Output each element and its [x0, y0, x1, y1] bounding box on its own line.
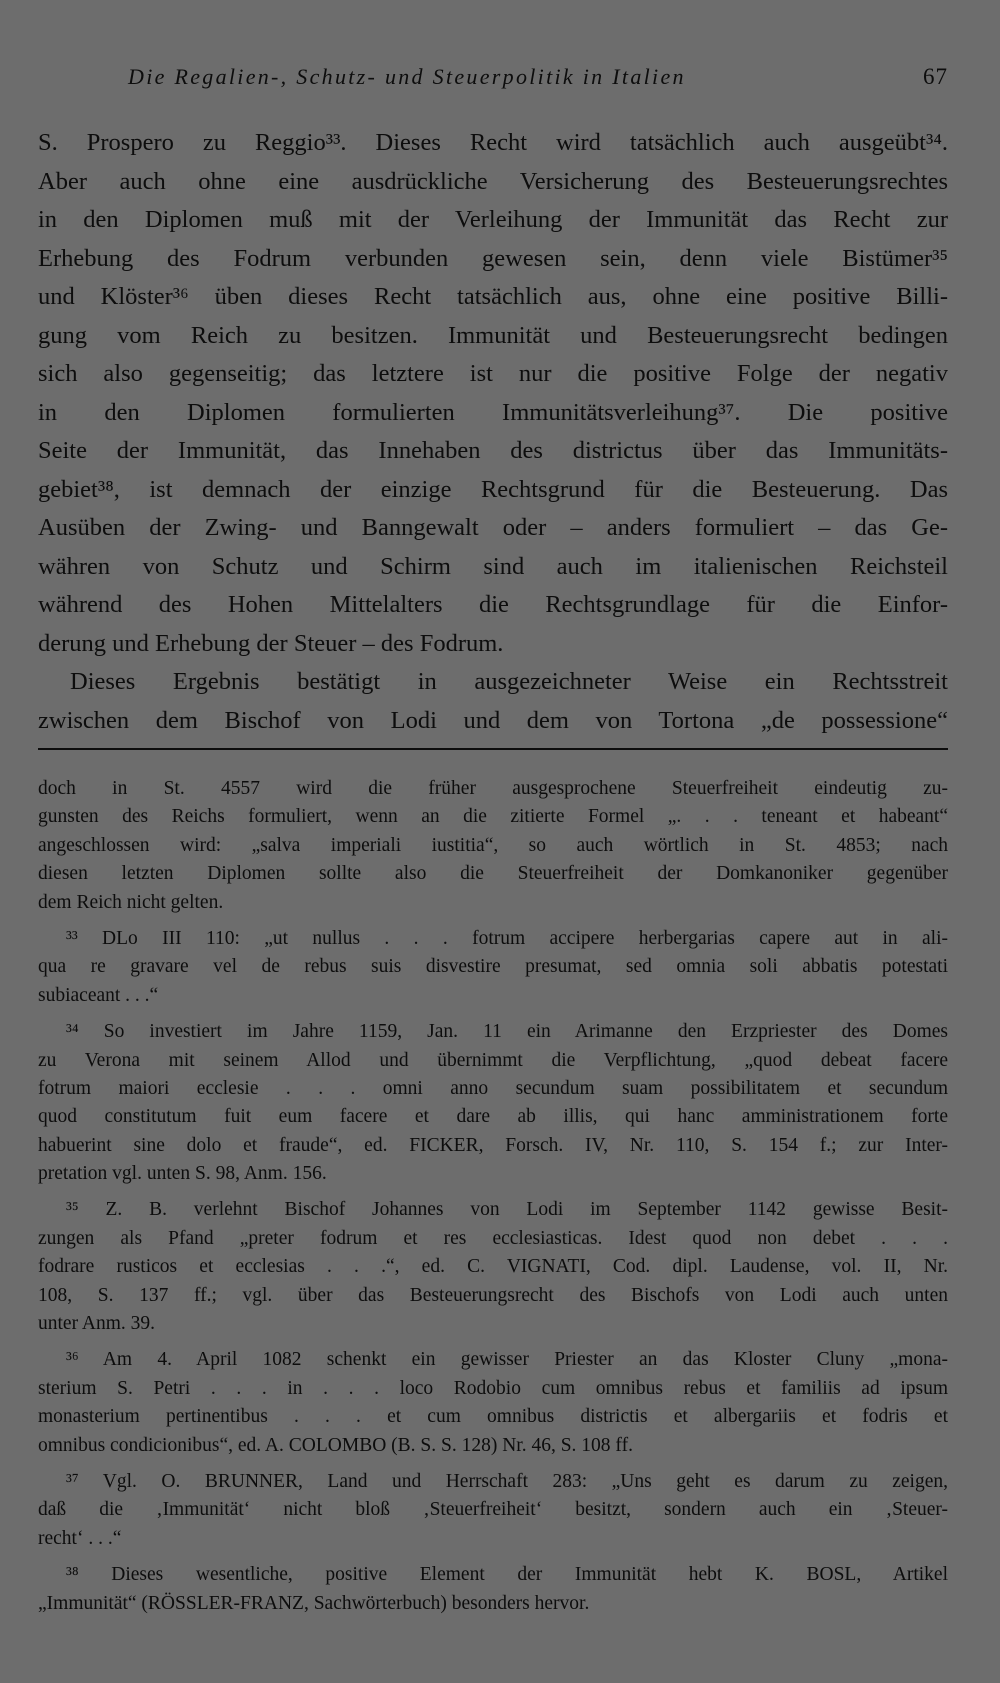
footnote-line: recht‘ . . .“	[38, 1527, 122, 1549]
footnote-line: ³³ DLo III 110: „ut nullus . . . fotrum accipere herbergarias capere aut in ali-	[66, 927, 948, 949]
footnote-spacer	[38, 1338, 948, 1346]
footnote-line: dem Reich nicht gelten.	[38, 891, 224, 913]
footnote-line: diesen letzten Diplomen sollte also die Steuerfreiheit der Domkanoniker gegenüber	[38, 863, 948, 885]
text-line: gung vom Reich zu besitzen. Immunität und Besteuerungsrecht bedingen	[38, 321, 948, 349]
text-line: in den Diplomen muß mit der Verleihung der Immunität das Recht zur	[38, 206, 948, 233]
footnote-spacer	[38, 917, 948, 925]
footnote-spacer	[38, 1460, 948, 1468]
footnote-spacer	[38, 1010, 948, 1018]
footnote-line: doch in St. 4557 wird die früher ausgesprochene Steuerfreiheit eindeutig zu-	[38, 778, 948, 799]
footnote-line: omnibus condicionibus“, ed. A. COLOMBO (B. S. S. 128) Nr. 46, S. 108 ff.	[38, 1434, 633, 1456]
footnote-33	[38, 925, 948, 1010]
footnote-line: ³⁵ Z. B. verlehnt Bischof Johannes von Lodi im September 1142 gewisse Besit-	[66, 1199, 948, 1221]
footnote-line: fodrare rusticos et ecclesias . . .“, ed. C. VIGNATI, Cod. dipl. Laudense, vol. II, Nr.	[38, 1256, 948, 1278]
footnote-line: sterium S. Petri . . . in . . . loco Rodobio cum omnibus rebus et familiis ad ipsum	[38, 1377, 948, 1399]
footnote-38	[38, 1561, 948, 1618]
footnote-line: subiaceant . . .“	[38, 984, 159, 1006]
footnote-line: pretation vgl. unten S. 98, Anm. 156.	[38, 1163, 327, 1185]
text-line: und Klöster³⁶ üben dieses Recht tatsächlich aus, ohne eine positive Billi-	[38, 283, 948, 310]
text-line: Aber auch ohne eine ausdrückliche Versicherung des Besteuerungsrechtes	[38, 167, 948, 195]
text-line: Erhebung des Fodrum verbunden gewesen sein, denn viele Bistümer³⁵	[38, 244, 948, 272]
footnote-line: zu Verona mit seinem Allod und übernimmt die Verpflichtung, „quod debeat facere	[38, 1049, 948, 1071]
footnote-36	[38, 1346, 948, 1460]
footnote-line: angeschlossen wird: „salva imperiali iustitia“, so auch wörtlich in St. 4853; nach	[38, 834, 948, 856]
footnote-37	[38, 1468, 948, 1553]
text-line: Dieses Ergebnis bestätigt in ausgezeichneter Weise ein Rechtsstreit	[70, 668, 948, 695]
footnote-line: unter Anm. 39.	[38, 1313, 155, 1335]
main-text	[38, 124, 948, 740]
text-line: währen von Schutz und Schirm sind auch im italienischen Reichsteil	[38, 552, 948, 580]
footnote-35	[38, 1196, 948, 1338]
footnote-line: monasterium pertinentibus . . . et cum omnibus districtis et albergariis et fodris et	[38, 1406, 948, 1428]
footnote-divider	[38, 748, 948, 750]
footnote-line: daß die ‚Immunität‘ nicht bloß ‚Steuerfreiheit‘ besitzt, sondern auch ein ‚Steuer-	[38, 1499, 948, 1521]
text-line: sich also gegenseitig; das letztere ist nur die positive Folge der negativ	[38, 360, 948, 387]
footnote-line: ³⁶ Am 4. April 1082 schenkt ein gewisser Priester an das Kloster Cluny „mona-	[66, 1349, 948, 1371]
text-line: derung und Erhebung der Steuer – des Fodrum.	[38, 629, 504, 657]
footnote-line: ³⁸ Dieses wesentliche, positive Element der Immunität hebt K. BOSL, Artikel	[66, 1564, 948, 1586]
footnote-line: quod constitutum fuit eum facere et dare ab illis, qui hanc amministrationem forte	[38, 1106, 948, 1128]
footnote-line: zungen als Pfand „preter fodrum et res ecclesiasticas. Idest quod non debet . . .	[38, 1227, 948, 1249]
page-number: 67	[923, 64, 948, 89]
footnote-spacer	[38, 1188, 948, 1196]
text-line: S. Prospero zu Reggio³³. Dieses Recht wird tatsächlich auch ausgeübt³⁴.	[38, 129, 948, 156]
running-title: Die Regalien-, Schutz- und Steuerpolitik in Italien	[128, 64, 686, 89]
footnote-line: qua re gravare vel de rebus suis disvestire presumat, sed omnia soli abbatis potestati	[38, 956, 948, 978]
footnote-line: gunsten des Reichs formuliert, wenn an die zitierte Formel „. . . teneant et habeant“	[38, 806, 948, 828]
text-line: gebiet³⁸, ist demnach der einzige Rechtsgrund für die Besteuerung. Das	[38, 475, 948, 503]
footnote-line: habuerint sine dolo et fraude“, ed. FICKER, Forsch. IV, Nr. 110, S. 154 f.; zur Inter-	[38, 1134, 948, 1156]
footnote-line: 108, S. 137 ff.; vgl. über das Besteuerungsrecht des Bischofs von Lodi auch unten	[38, 1284, 948, 1306]
footnote-line: fotrum maiori ecclesie . . . omni anno secundum suam possibilitatem et secundum	[38, 1077, 948, 1099]
text-line: zwischen dem Bischof von Lodi und dem von Tortona „de possessione“	[38, 706, 948, 734]
running-header	[40, 58, 948, 98]
text-line: Seite der Immunität, das Innehaben des districtus über das Immunitäts-	[38, 437, 948, 464]
footnote-line: ³⁴ So investiert im Jahre 1159, Jan. 11 ein Arimanne den Erzpriester des Domes	[66, 1021, 948, 1043]
footnote-line: ³⁷ Vgl. O. BRUNNER, Land und Herrschaft 283: „Uns geht es darum zu zeigen,	[66, 1470, 948, 1492]
footnote-line: „Immunität“ (RÖSSLER-FRANZ, Sachwörterbuch) besonders hervor.	[38, 1592, 590, 1614]
footnote-spacer	[38, 1553, 948, 1561]
footnotes	[38, 775, 948, 1618]
text-line: Ausüben der Zwing- und Banngewalt oder – anders formuliert – das Ge-	[38, 514, 948, 541]
footnote-34	[38, 1018, 948, 1188]
text-line: in den Diplomen formulierten Immunitätsverleihung³⁷. Die positive	[38, 398, 948, 426]
footnote-continuation	[38, 775, 948, 917]
text-line: während des Hohen Mittelalters die Rechtsgrundlage für die Einfor-	[38, 591, 948, 618]
